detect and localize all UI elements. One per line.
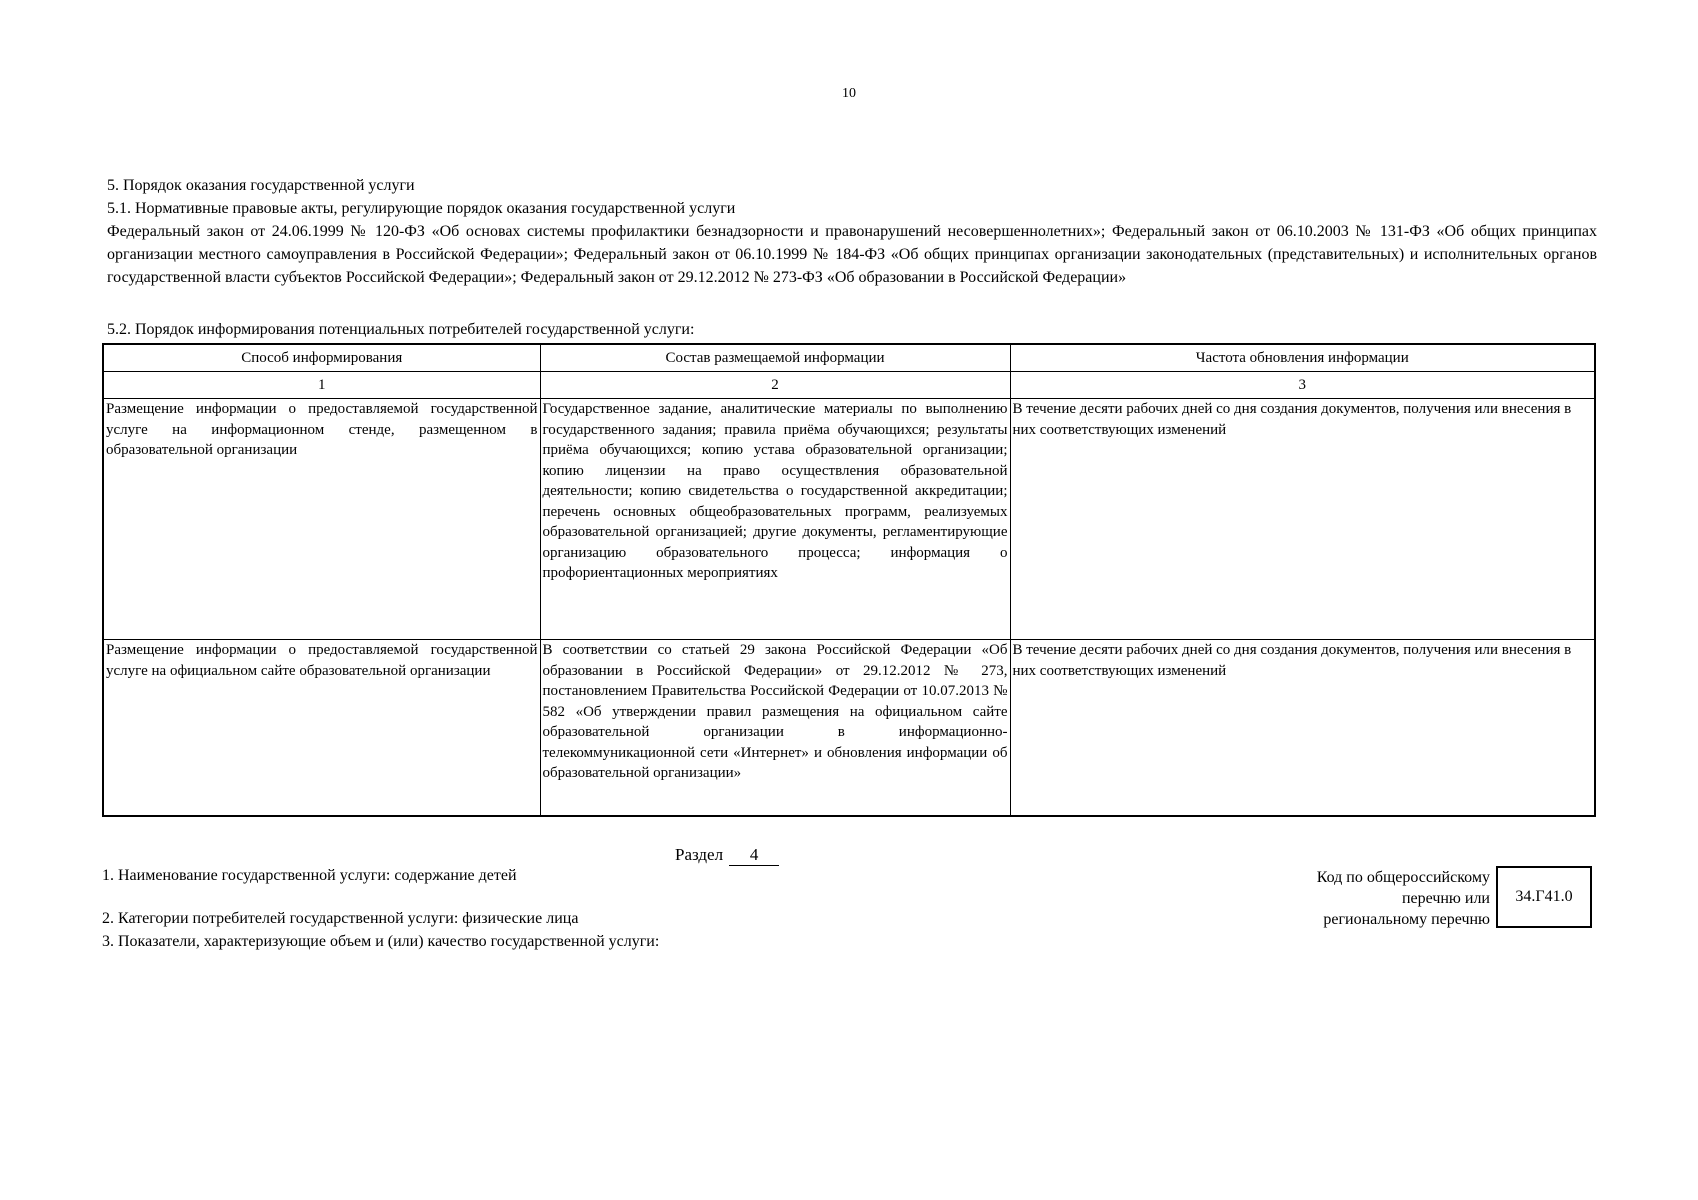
- cell-content: Государственное задание, аналитические материалы по выполнению государственного задания; правила приёма обучающихся; результаты приёма обучающихся; копию устава образовательной организации; копию лицензии на право осуществления образовательной деятельности; копию свидетельства о государственной аккредитации; перечень основных общеобразовательных программ, реализуемых образовательной организацией; другие документы, регламентирующие организацию образовательного процесса; информация о профориентационных мероприятиях: [540, 399, 1010, 640]
- section-heading: [675, 845, 779, 866]
- indicators-title: 3. Показатели, характеризующие объем и (или) качество государственной услуги:: [102, 933, 660, 950]
- registry-code-label-line: Код по общероссийскому: [1316, 869, 1490, 886]
- table-row: [103, 399, 1595, 640]
- section-5-1-title: 5.1. Нормативные правовые акты, регулирующие порядок оказания государственной услуги: [107, 200, 736, 217]
- registry-code-label-line: региональному перечню: [1323, 911, 1490, 928]
- column-number: 3: [1010, 372, 1595, 399]
- service-name: 1. Наименование государственной услуги: содержание детей: [102, 867, 517, 884]
- column-number: 2: [540, 372, 1010, 399]
- table-header-row: [103, 344, 1595, 372]
- registry-code-label: [1280, 867, 1490, 930]
- column-header-method: Способ информирования: [103, 344, 540, 372]
- registry-code-value: 34.Г41.0: [1515, 888, 1573, 905]
- table-row: [103, 640, 1595, 817]
- cell-frequency: В течение десяти рабочих дней со дня создания документов, получения или внесения в них соответствующих изменений: [1010, 399, 1595, 640]
- table-number-row: [103, 372, 1595, 399]
- informing-table: [102, 343, 1596, 817]
- column-header-content: Состав размещаемой информации: [540, 344, 1010, 372]
- cell-method: Размещение информации о предоставляемой государственной услуге на информационном стенде, размещенном в образовательной организации: [103, 399, 540, 640]
- page-number: 10: [842, 86, 856, 101]
- legal-acts-text: Федеральный закон от 24.06.1999 № 120-ФЗ «Об основах системы профилактики безнадзорности и правонарушений несовершеннолетних»; Федеральный закон от 06.10.2003 № 131-ФЗ «Об общих принципах организации местного самоуправления в Российской Федерации»; Федеральный закон от 06.10.1999 № 184-ФЗ «Об общих принципах организации законодательных (представительных) и исполнительных органов государственной власти субъектов Российской Федерации»; Федеральный закон от 29.12.2012 № 273-ФЗ «Об образовании в Российской Федерации»: [107, 223, 1597, 286]
- registry-code-box: [1496, 866, 1592, 928]
- column-number: 1: [103, 372, 540, 399]
- consumer-categories: 2. Категории потребителей государственной услуги: физические лица: [102, 910, 579, 927]
- section-number: 4: [729, 845, 779, 866]
- section-5-title: 5. Порядок оказания государственной услуги: [107, 177, 415, 194]
- section-label: Раздел: [675, 845, 724, 864]
- column-header-frequency: Частота обновления информации: [1010, 344, 1595, 372]
- registry-code-label-line: перечню или: [1401, 890, 1490, 907]
- cell-method: Размещение информации о предоставляемой государственной услуге на официальном сайте образовательной организации: [103, 640, 540, 817]
- cell-content: В соответствии со статьей 29 закона Российской Федерации «Об образовании в Российской Федерации» от 29.12.2012 № 273, постановлением Правительства Российской Федерации от 10.07.2013 № 582 «Об утверждении правил размещения на официальном сайте образовательной организации в информационно-телекоммуникационной сети «Интернет» и обновления информации об образовательной организации»: [540, 640, 1010, 817]
- section-5-2-title: 5.2. Порядок информирования потенциальных потребителей государственной услуги:: [107, 321, 695, 338]
- cell-frequency: В течение десяти рабочих дней со дня создания документов, получения или внесения в них соответствующих изменений: [1010, 640, 1595, 817]
